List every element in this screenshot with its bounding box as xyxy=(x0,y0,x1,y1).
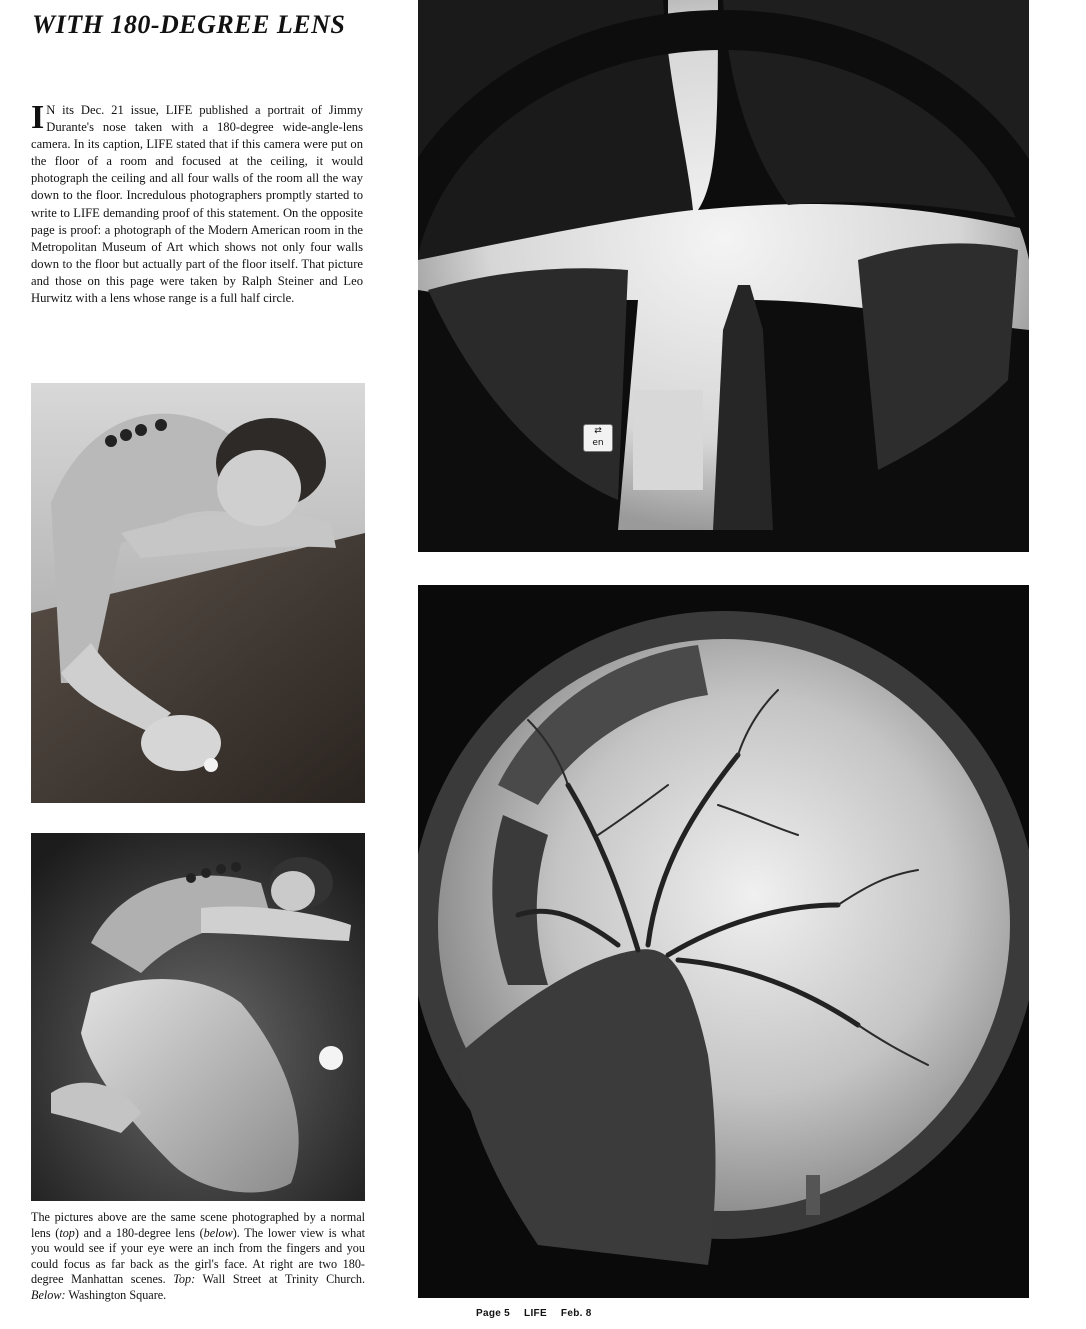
page-title: WITH 180-DEGREE LENS xyxy=(32,10,346,39)
caption-text: The pictures above are the same scene photographed by a normal lens ( xyxy=(31,1210,365,1240)
page-number: Page 5 xyxy=(476,1308,511,1319)
caption-text: Washington Square. xyxy=(65,1287,167,1302)
photo-180-degree-lens xyxy=(31,833,365,1201)
drop-cap: I xyxy=(31,99,45,136)
caption-text: ). The lower view is what you would see if your eye were an inch from the fingers and you could focus as far back as the girl's face. At right are two 180-degree Manhattan scenes. xyxy=(31,1225,365,1286)
page-footer xyxy=(476,1308,606,1319)
issue-date: Feb. 8 xyxy=(560,1308,592,1319)
translate-glyph-icon: ⇄ xyxy=(594,426,602,436)
intro-paragraph xyxy=(31,99,363,307)
caption-top-label: Top: xyxy=(173,1272,196,1286)
caption-text: Wall Street at Trinity Church. xyxy=(195,1272,365,1286)
translate-icon[interactable] xyxy=(583,424,613,452)
intro-text: N its Dec. 21 issue, LIFE published a portrait of Jimmy Durante's nose taken with a 180-degree wide-angle-lens camera. In its caption, LIFE stated that if this camera were put on the floor of a room and focused at the ceiling, it would photograph the ceiling and all four walls of the room all the way down to the floor. Incredulous photographers promptly started to write to LIFE demanding proof of this statement. On the opposite page is proof: a photograph of the Modern American room in the Metropolitan Museum of Art which shows not only four walls down to the floor but actually part of the floor itself. That picture and those on this page were taken by Ralph Steiner and Leo Hurwitz with a lens whose range is a full half circle. xyxy=(31,103,363,306)
magazine-name: LIFE xyxy=(524,1308,547,1319)
photo-caption xyxy=(31,1210,365,1303)
caption-below-label: Below: xyxy=(31,1287,66,1302)
caption-top-word: top xyxy=(59,1225,75,1240)
photo-normal-lens xyxy=(31,383,365,803)
photo-wall-street-trinity-church xyxy=(418,0,1029,552)
caption-text: ) and a 180-degree lens ( xyxy=(74,1225,204,1240)
translate-label: en xyxy=(592,438,604,448)
caption-below-word: below xyxy=(203,1225,233,1240)
photo-washington-square xyxy=(418,585,1029,1298)
